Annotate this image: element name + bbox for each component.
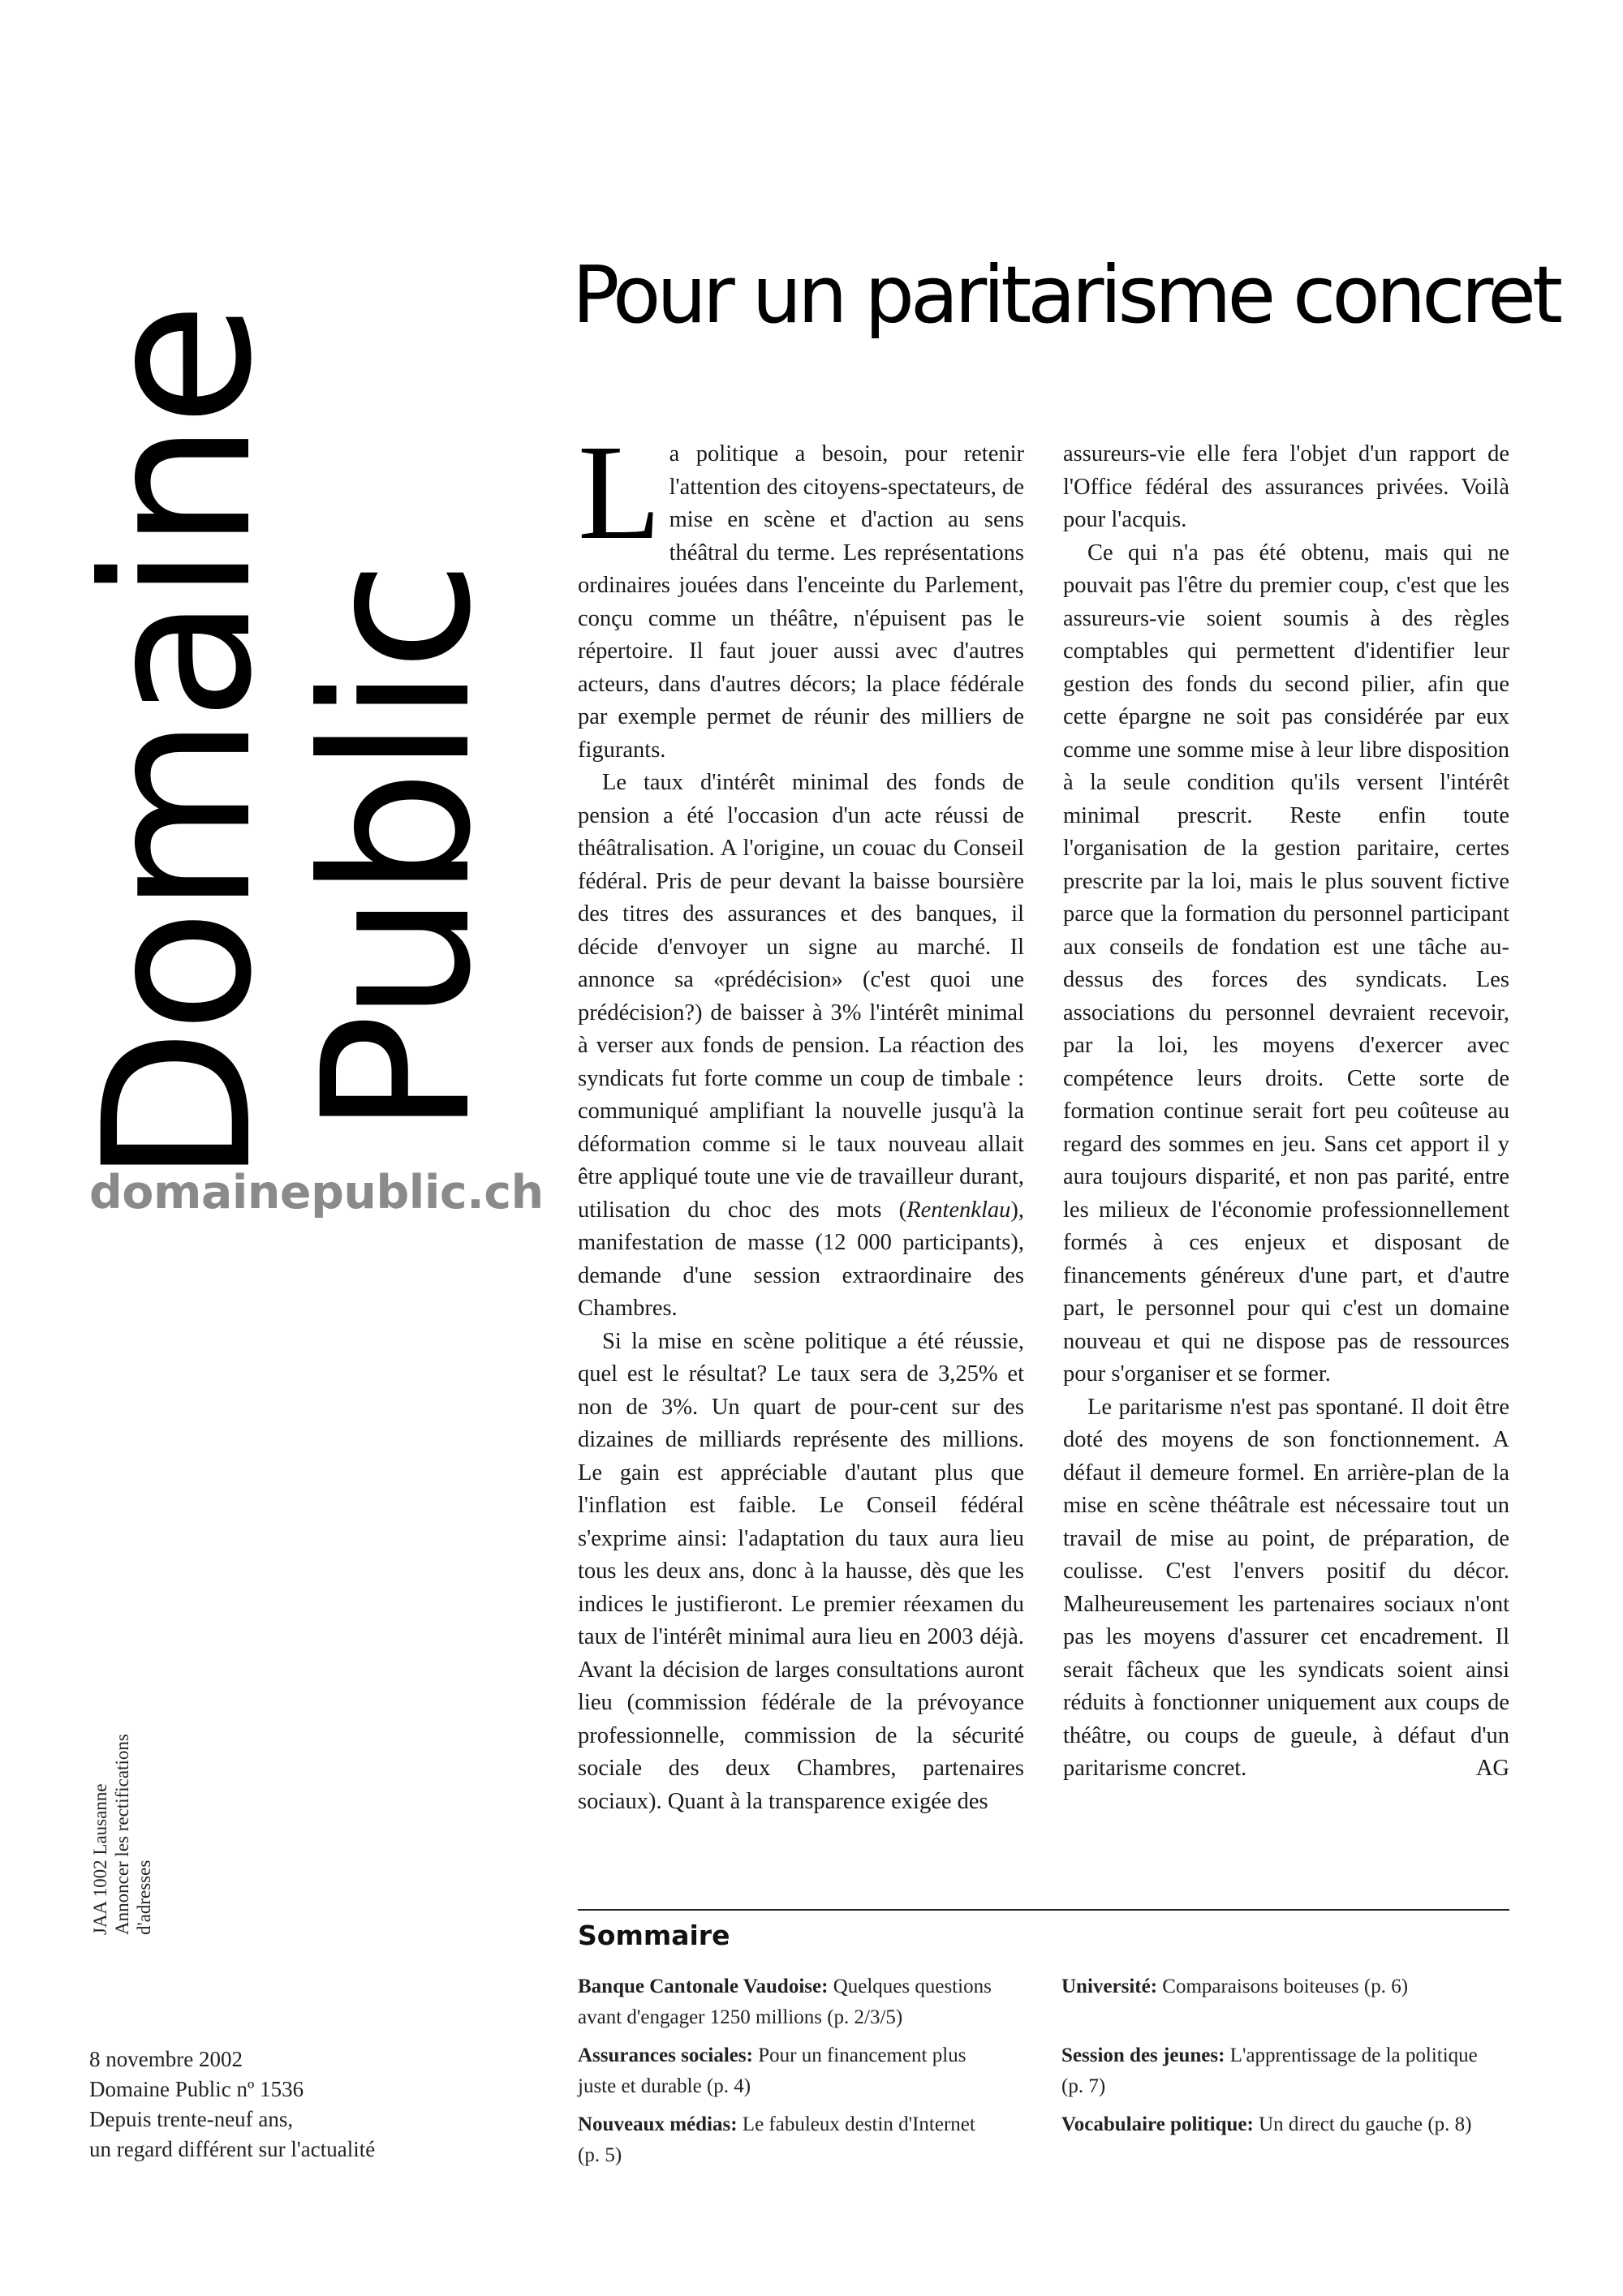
- author-signature: AG: [1475, 1756, 1509, 1781]
- drop-cap: L: [578, 417, 661, 568]
- paragraph-5-text: Le paritarisme n'est pas spontané. Il doit être doté des moyens de son fonctionnement. A défaut il demeure formel. En arrière-plan de la mise en scène théâtrale est nécessaire tout un travail de mise au point, de préparation, de coulisse. C'est l'envers positif du décor. Malheureusement les partenaires sociaux n'ont pas les moyens d'assurer cet encadrement. Il serait fâcheux que les syndicats soient ainsi réduits à fonctionner uniquement aux coups de théâtre, ou coups de gueule, à défaut d'un paritarisme concret.: [1063, 1394, 1509, 1781]
- sommaire-item[interactable]: [578, 2109, 1000, 2171]
- sommaire-item-text: Un direct du gauche (p. 8): [1253, 2113, 1472, 2135]
- paragraph-5: [1063, 1391, 1509, 1786]
- sommaire-item[interactable]: [1061, 2109, 1483, 2140]
- masthead: [0, 0, 527, 1249]
- paragraph-2: [578, 767, 1024, 1326]
- article-title: Pour un paritarisme concret: [572, 248, 1559, 341]
- sommaire-item-text: Comparaisons boiteuses (p. 6): [1157, 1976, 1409, 1997]
- paragraph-3-continued: assureurs-vie elle fera l'objet d'un rapport de l'Office fédéral des assurances privées. Voilà pour l'acquis.: [1063, 441, 1509, 532]
- mailing-line-1: JAA 1002 Lausanne: [90, 1783, 110, 1935]
- paragraph-2-text-b: ), manifestation de masse (12 000 participants), demande d'une session extraordinaire des Chambres.: [578, 1197, 1024, 1321]
- paragraph-2-italic: Rentenklau: [906, 1197, 1011, 1223]
- sommaire-divider: [578, 1909, 1509, 1911]
- sommaire-item-label: Vocabulaire politique:: [1061, 2113, 1254, 2135]
- article-column-1: [578, 417, 1024, 1818]
- sommaire-item-label: Banque Cantonale Vaudoise:: [578, 1976, 829, 1997]
- edition-info: [89, 2044, 463, 2165]
- paragraph-2-text-a: Le taux d'intérêt minimal des fonds de pension a été l'occasion d'un acte réussi de théâtralisation. A l'origine, un couac du Conseil fédéral. Pris de peur devant la baisse boursière des titres des assurances et des banques, il décide d'envoyer un signe au marché. Il annonce sa «prédécision» (c'est quoi une prédécision?) de baisser à 3% l'intérêt minimal à verser aux fonds de pension. La réaction des syndicats fut forte comme un coup de timbale : communiqué amplifiant la nouvelle jusqu'à la déformation comme si le taux nouveau allait être appliqué toute une vie de travailleur durant, utilisation du choc des mots (: [578, 770, 1024, 1223]
- paragraph-3: Si la mise en scène politique a été réussie, quel est le résultat? Le taux sera de 3,25% et non de 3%. Un quart de pour-cent sur des dizaines de milliards représente des millions. Le gain est appréciable d'autant plus que l'inflation est faible. Le Conseil fédéral s'exprime ainsi: l'adaptation du taux aura lieu tous les deux ans, donc à la hausse, dès que les indices le justifieront. Le premier réexamen du taux de l'intérêt minimal aura lieu en 2003 déjà. Avant la décision de larges consultations auront lieu (commission fédérale de la prévoyance professionnelle, commission de la sécurité sociale des deux Chambres, partenaires sociaux). Quant à la transparence exigée des: [578, 1328, 1024, 1814]
- article-column-2: [1063, 438, 1509, 1786]
- edition-number: Domaine Public nº 1536: [89, 2077, 304, 2101]
- sommaire-heading: Sommaire: [578, 1920, 730, 1951]
- sommaire-item[interactable]: [1061, 1971, 1483, 2002]
- edition-tagline-1: Depuis trente-neuf ans,: [89, 2107, 294, 2131]
- sommaire-item-text: Pour un financement plus juste et durable (p. 4): [578, 2044, 966, 2097]
- sommaire-item[interactable]: [1061, 2040, 1483, 2102]
- masthead-public: Public: [279, 565, 515, 1136]
- sommaire-item-text: Quelques questions avant d'engager 1250 millions (p. 2/3/5): [578, 1976, 992, 2028]
- website-url[interactable]: domainepublic.ch: [89, 1166, 544, 1219]
- sommaire-item-text: L'apprentissage de la politique (p. 7): [1061, 2044, 1478, 2097]
- edition-tagline-2: un regard différent sur l'actualité: [89, 2137, 376, 2161]
- masthead-domaine: Domaine: [60, 307, 296, 1185]
- mailing-line-3: d'adresses: [134, 1860, 154, 1935]
- sommaire-item-text: Le fabuleux destin d'Internet (p. 5): [578, 2113, 975, 2166]
- paragraph-1-text: a politique a besoin, pour retenir l'attention des citoyens-spectateurs, de mise en scène et d'action au sens théâtral du terme. Les représentations ordinaires jouées dans l'enceinte du Parlement, conçu comme un théâtre, n'épuisent pas le répertoire. Il faut jouer aussi avec d'autres acteurs, dans d'autres décors; la place fédérale par exemple permet de réunir des milliers de figurants.: [578, 441, 1024, 763]
- sommaire-item[interactable]: [578, 1971, 1000, 2033]
- sommaire-item-label: Nouveaux médias:: [578, 2113, 738, 2135]
- paragraph-1: [578, 417, 1024, 767]
- sommaire-item-label: Université:: [1061, 1976, 1158, 1997]
- edition-date: 8 novembre 2002: [89, 2047, 243, 2071]
- paragraph-4: Ce qui n'a pas été obtenu, mais qui ne pouvait pas l'être du premier coup, c'est que les assureurs-vie soient soumis à des règles comptables qui permettent d'identifier leur gestion des fonds du second pilier, afin que cette épargne ne soit pas considérée par eux comme une somme mise à leur libre disposition à la seule condition qu'ils versent l'intérêt minimal prescrit. Reste enfin toute l'organisation de la gestion paritaire, certes prescrite par la loi, mais le plus souvent fictive parce que la formation du personnel participant aux conseils de fondation est une tâche au-dessus des forces des syndicats. Les associations du personnel devraient recevoir, par la loi, les moyens d'exercer avec compétence leurs droits. Cette sorte de formation continue serait fort peu coûteuse au regard des sommes en jeu. Sans cet apport il y aura toujours disparité, et non pas parité, entre les milieux de l'économie professionnellement formés à ces enjeux et disposant de financements généreux d'une part, et d'autre part, le personnel pour qui c'est un domaine nouveau et qui ne dispose pas de ressources pour s'organiser et se former.: [1063, 540, 1509, 1387]
- mailing-line-2: Annoncer les rectifications: [112, 1734, 132, 1935]
- sommaire-item-label: Session des jeunes:: [1061, 2044, 1225, 2066]
- sommaire-item[interactable]: [578, 2040, 1000, 2102]
- sommaire-item-label: Assurances sociales:: [578, 2044, 753, 2066]
- mailing-note: [89, 1667, 155, 1935]
